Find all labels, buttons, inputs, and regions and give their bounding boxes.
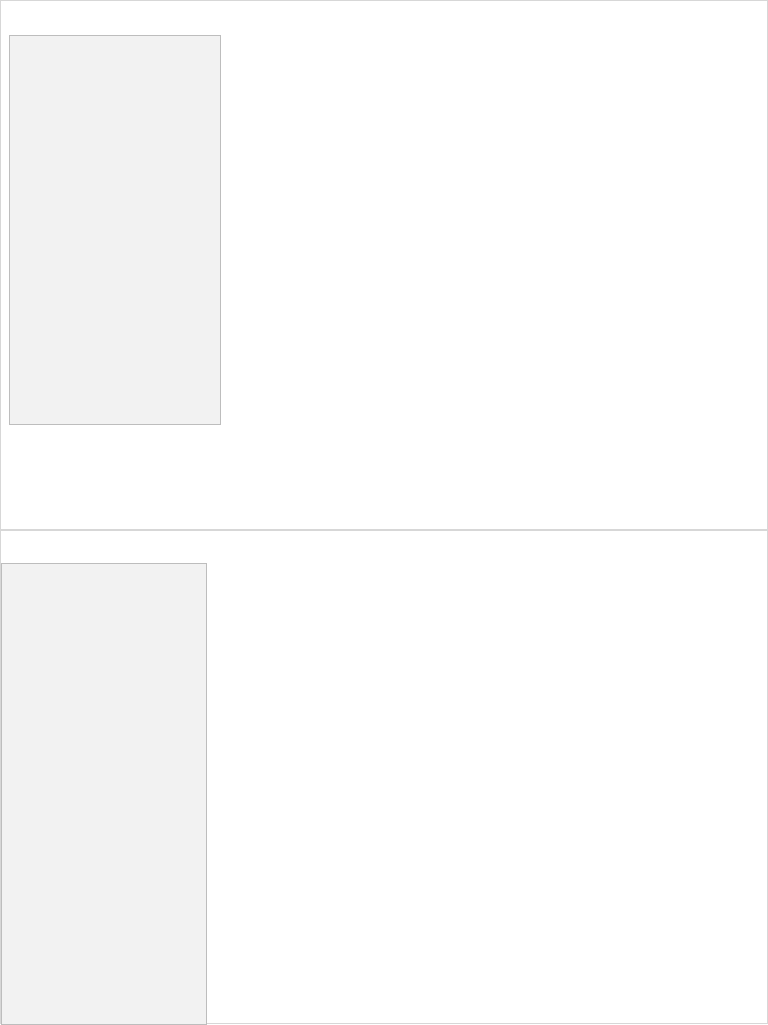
bottom-text-panel xyxy=(1,563,207,1025)
document-page-bottom xyxy=(0,530,768,1024)
top-text-panel xyxy=(9,35,221,425)
